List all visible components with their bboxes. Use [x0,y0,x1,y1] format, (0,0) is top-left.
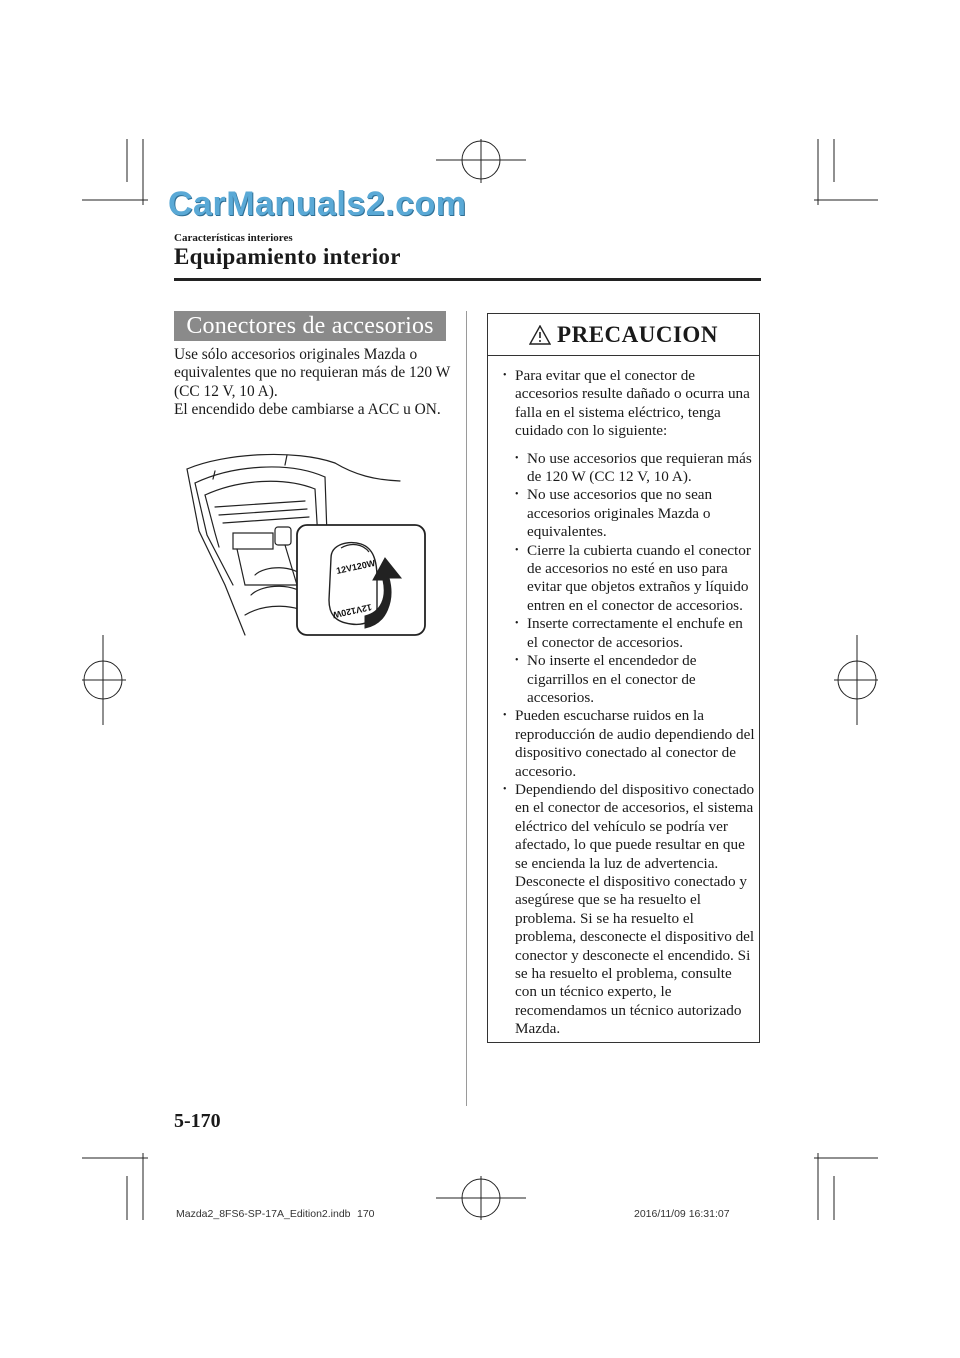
caution-header [488,314,759,356]
caution-item-text: Dependiendo del dispositivo conectado en el conector de accesorios, el sistema eléctrico del vehículo se podría ver afectado, lo que puede resultar en que se encienda la luz de advertencia. Desconecte el dispositivo conectado y asegúrese que se ha resuelto el problema. Si se ha resuelto el problema, desconecte el dispositivo del conector y desconecte el encendido. Si se ha resuelto el problema, consulte con un técnico experto, le recomendamos un técnico autorizado Mazda. [515,780,755,1038]
header-rule [174,278,761,281]
caution-item [501,707,755,781]
caution-subitem-text: Cierre la cubierta cuando el conector de accesorios no esté en uso para evitar que objetos extraños y líquido entren en el conector de accesorios. [527,541,751,614]
caution-subitem-text: No use accesorios que requieran más de 120 W (CC 12 V, 10 A). [527,449,752,486]
caution-subitem [501,450,755,487]
caution-subitem [501,652,755,707]
caution-item [501,367,755,441]
caution-title: PRECAUCION [557,321,718,347]
topic-body [174,346,454,420]
cap-label-inverted: 12V120W [331,602,373,621]
footer-page: 170 [357,1208,375,1220]
caution-subitem [501,615,755,652]
caution-item-text: Para evitar que el conector de accesorios resulte dañado o ocurra una falla en el sistema eléctrico, tenga cuidado con lo siguiente: [515,367,750,440]
section-label: Características interiores [174,232,293,244]
caution-subitem [501,486,755,541]
caution-subitem-text: Inserte correctamente el enchufe en el conector de accesorios. [527,615,743,651]
caution-subitem-text: No inserte el encendedor de cigarrillos en el conector de accesorios. [527,652,697,706]
warning-triangle-icon [529,325,551,345]
caution-item [501,781,755,1039]
accessory-socket-illustration [185,435,428,640]
caution-sublist [501,450,755,708]
caution-subitem-text: No use accesorios que no sean accesorios originales Mazda o equivalentes. [527,486,713,541]
caution-subitem [501,542,755,616]
topic-paragraph: El encendido debe cambiarse a ACC u ON. [174,401,441,419]
footer-datetime: 2016/11/09 16:31:07 [634,1208,730,1220]
page-title: Equipamiento interior [174,244,401,269]
cap-label: 12V120W [335,557,377,576]
caution-box [487,313,760,1043]
column-divider [466,311,467,1106]
watermark-logo: CarManuals2.com [168,185,467,223]
footer-filename: Mazda2_8FS6-SP-17A_Edition2.indb [176,1208,351,1220]
caution-item-text: Pueden escucharse ruidos en la reproducción de audio dependiendo del dispositivo conectado al conector de accesorio. [515,707,755,780]
topic-banner: Conectores de accesorios [174,311,446,341]
caution-body [488,356,759,1039]
topic-paragraph: Use sólo accesorios originales Mazda o equivalentes que no requieran más de 120 W (CC 12 V, 10 A). [174,346,450,400]
page-number: 5-170 [174,1110,221,1132]
